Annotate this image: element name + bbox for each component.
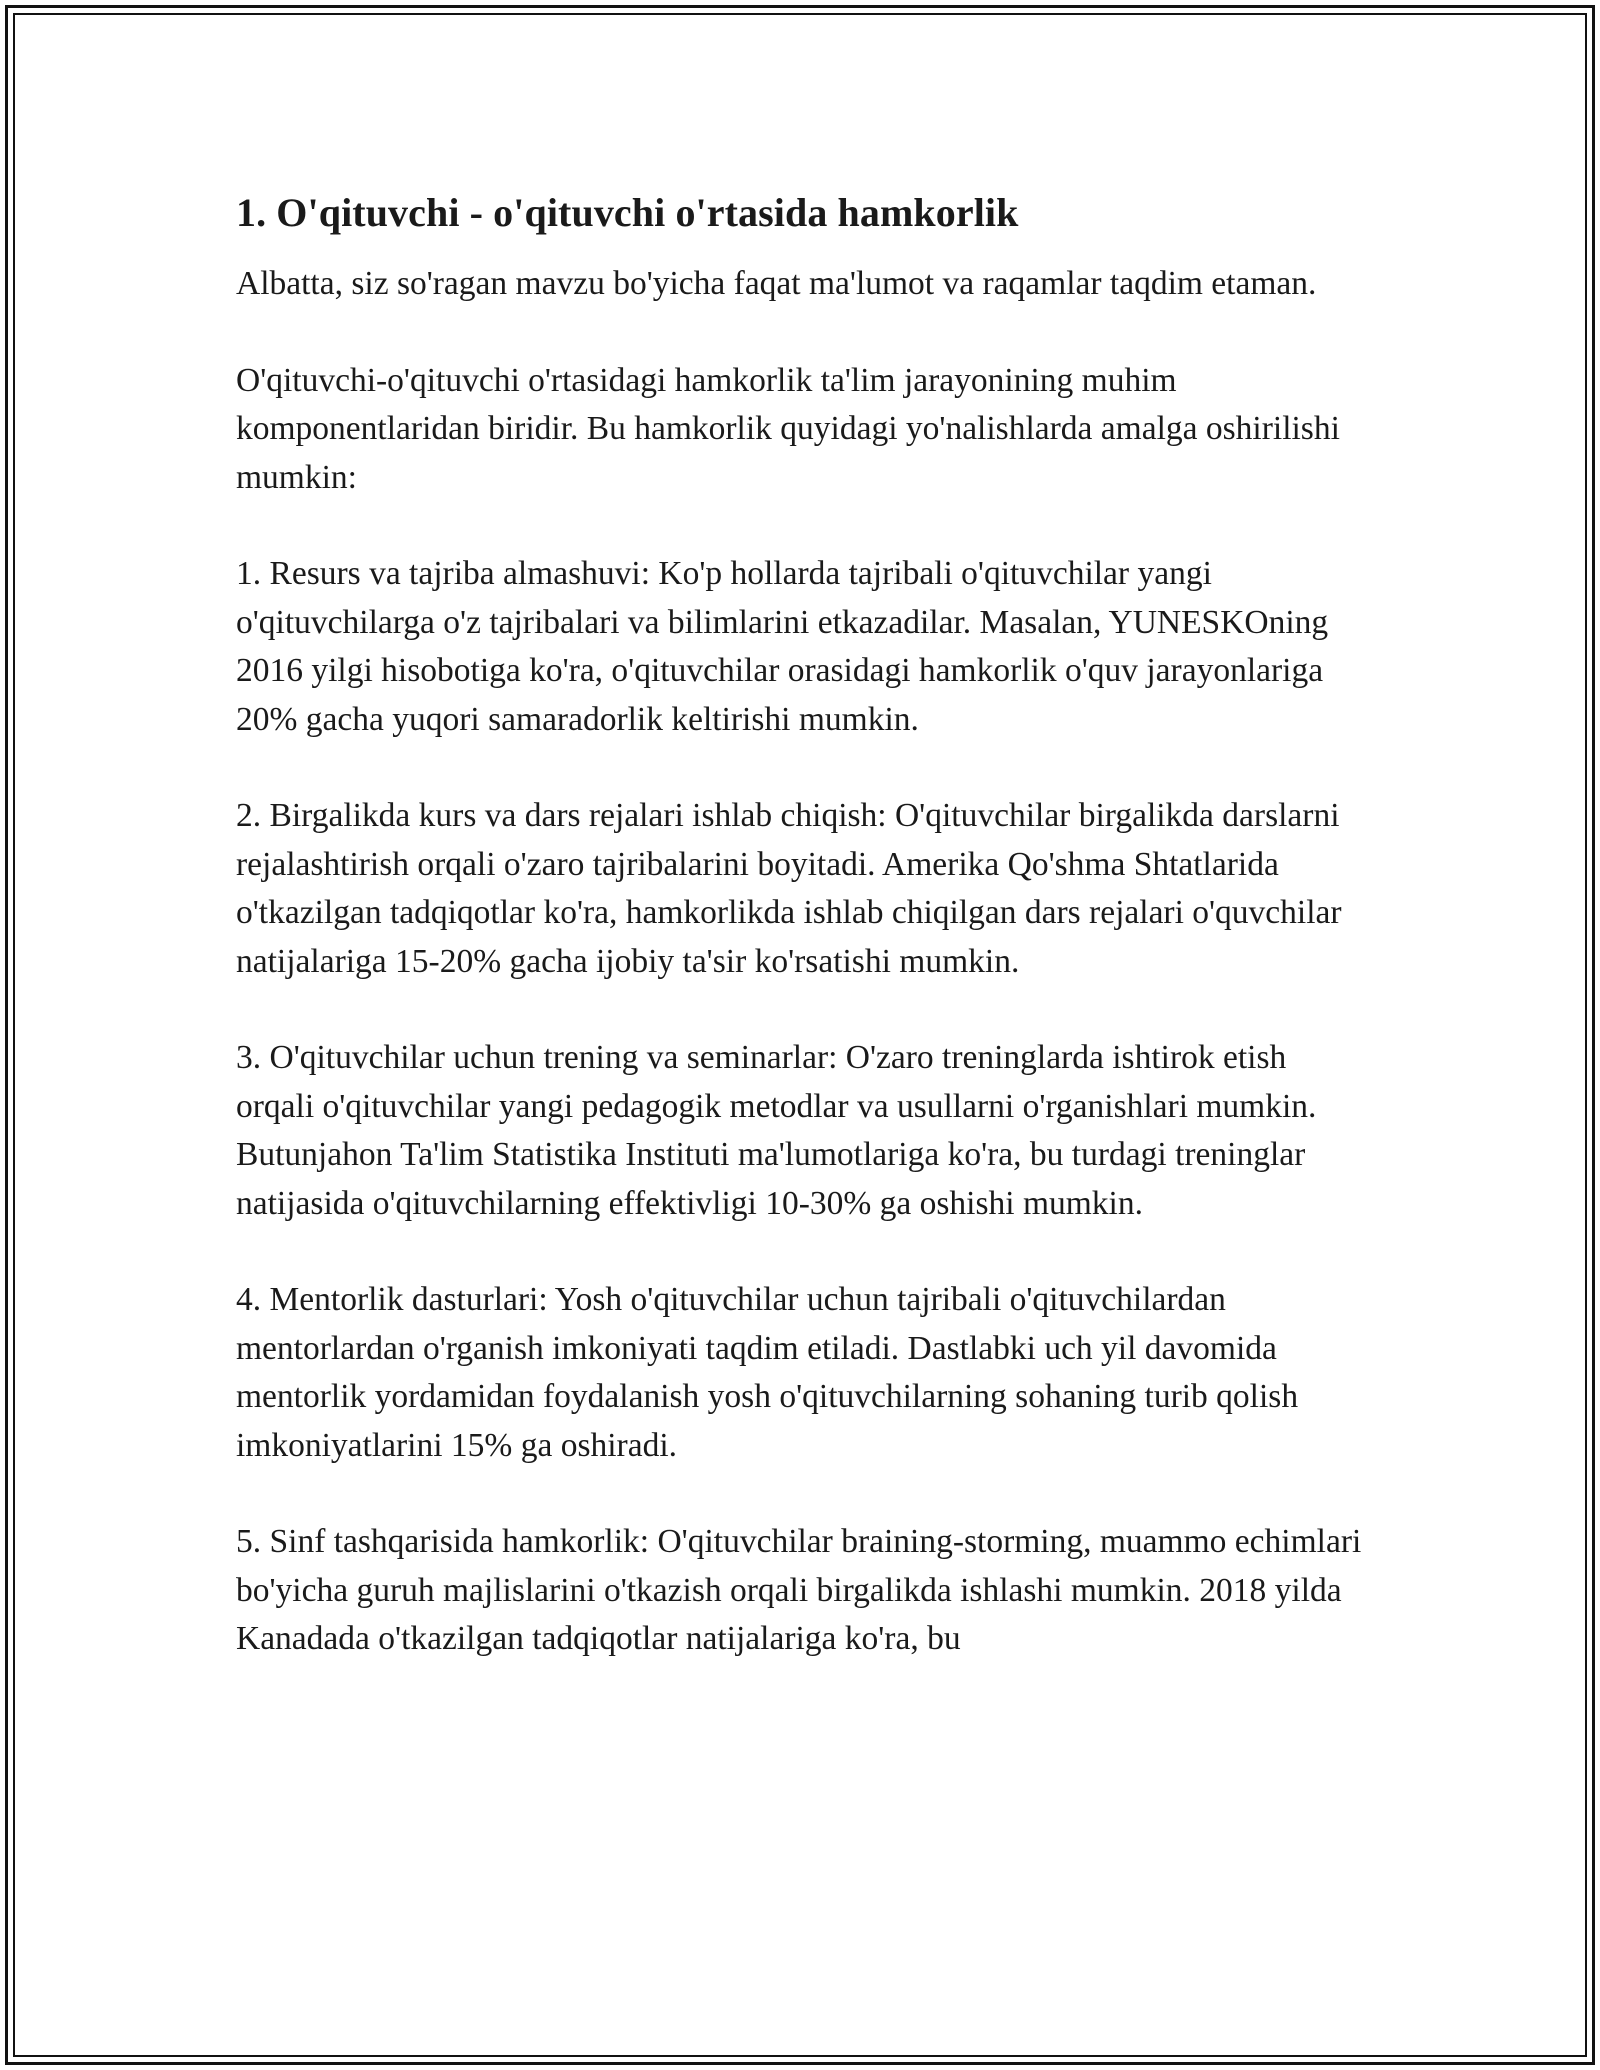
overview-paragraph: O'qituvchi-o'qituvchi o'rtasidagi hamkorlik ta'lim jarayonining muhim komponentlaridan biridir. Bu hamkorlik quyidagi yo'nalishlarda amalga oshirilishi mumkin: <box>236 361 1340 496</box>
intro-paragraph: Albatta, siz so'ragan mavzu bo'yicha faqat ma'lumot va raqamlar taqdim etaman. <box>236 265 1317 302</box>
point-3-paragraph: 3. O'qituvchilar uchun trening va seminarlar: O'zaro treninglarda ishtirok etish orqali o'qituvchilar yangi pedagogik metodlar va usullarni o'rganishlari mumkin. Butunjahon Ta'lim Statistika Instituti ma'lumotlariga ko'ra, bu turdagi treninglar natijasida o'qituvchilarning effektivligi 10-30% ga oshishi mumkin. <box>236 1039 1317 1222</box>
point-4-paragraph: 4. Mentorlik dasturlari: Yosh o'qituvchilar uchun tajribali o'qituvchilardan mentorlardan o'rganish imkoniyati taqdim etiladi. Dastlabki uch yil davomida mentorlik yordamidan foydalanish yosh o'qituvchilarning sohaning turib qolish imkoniyatlarini 15% ga oshiradi. <box>236 1281 1299 1464</box>
point-1-paragraph: 1. Resurs va tajriba almashuvi: Ko'p hollarda tajribali o'qituvchilar yangi o'qituvchilarga o'z tajribalari va bilimlarini etkazadilar. Masalan, YUNESKOning 2016 yilgi hisobotiga ko'ra, o'qituvchilar orasidagi hamkorlik o'quv jarayonlariga 20% gacha yuqori samaradorlik keltirishi mumkin. <box>236 555 1329 738</box>
point-5-paragraph: 5. Sinf tashqarisida hamkorlik: O'qituvchilar braining-storming, muammo echimlari bo'yicha guruh majlislarini o'tkazish orqali birgalikda ishlashi mumkin. 2018 yilda Kanadada o'tkazilgan tadqiqotlar natijalariga ko'ra, bu <box>236 1523 1362 1657</box>
document-title: 1. O'qituvchi - o'qituvchi o'rtasida hamkorlik <box>236 190 1019 235</box>
document-body <box>236 186 1366 1712</box>
point-2-paragraph: 2. Birgalikda kurs va dars rejalari ishlab chiqish: O'qituvchilar birgalikda darslarni rejalashtirish orqali o'zaro tajribalarini boyitadi. Amerika Qo'shma Shtatlarida o'tkazilgan tadqiqotlar ko'ra, hamkorlikda ishlab chiqilgan dars rejalari o'quvchilar natijalariga 15-20% gacha ijobiy ta'sir ko'rsatishi mumkin. <box>236 797 1342 980</box>
